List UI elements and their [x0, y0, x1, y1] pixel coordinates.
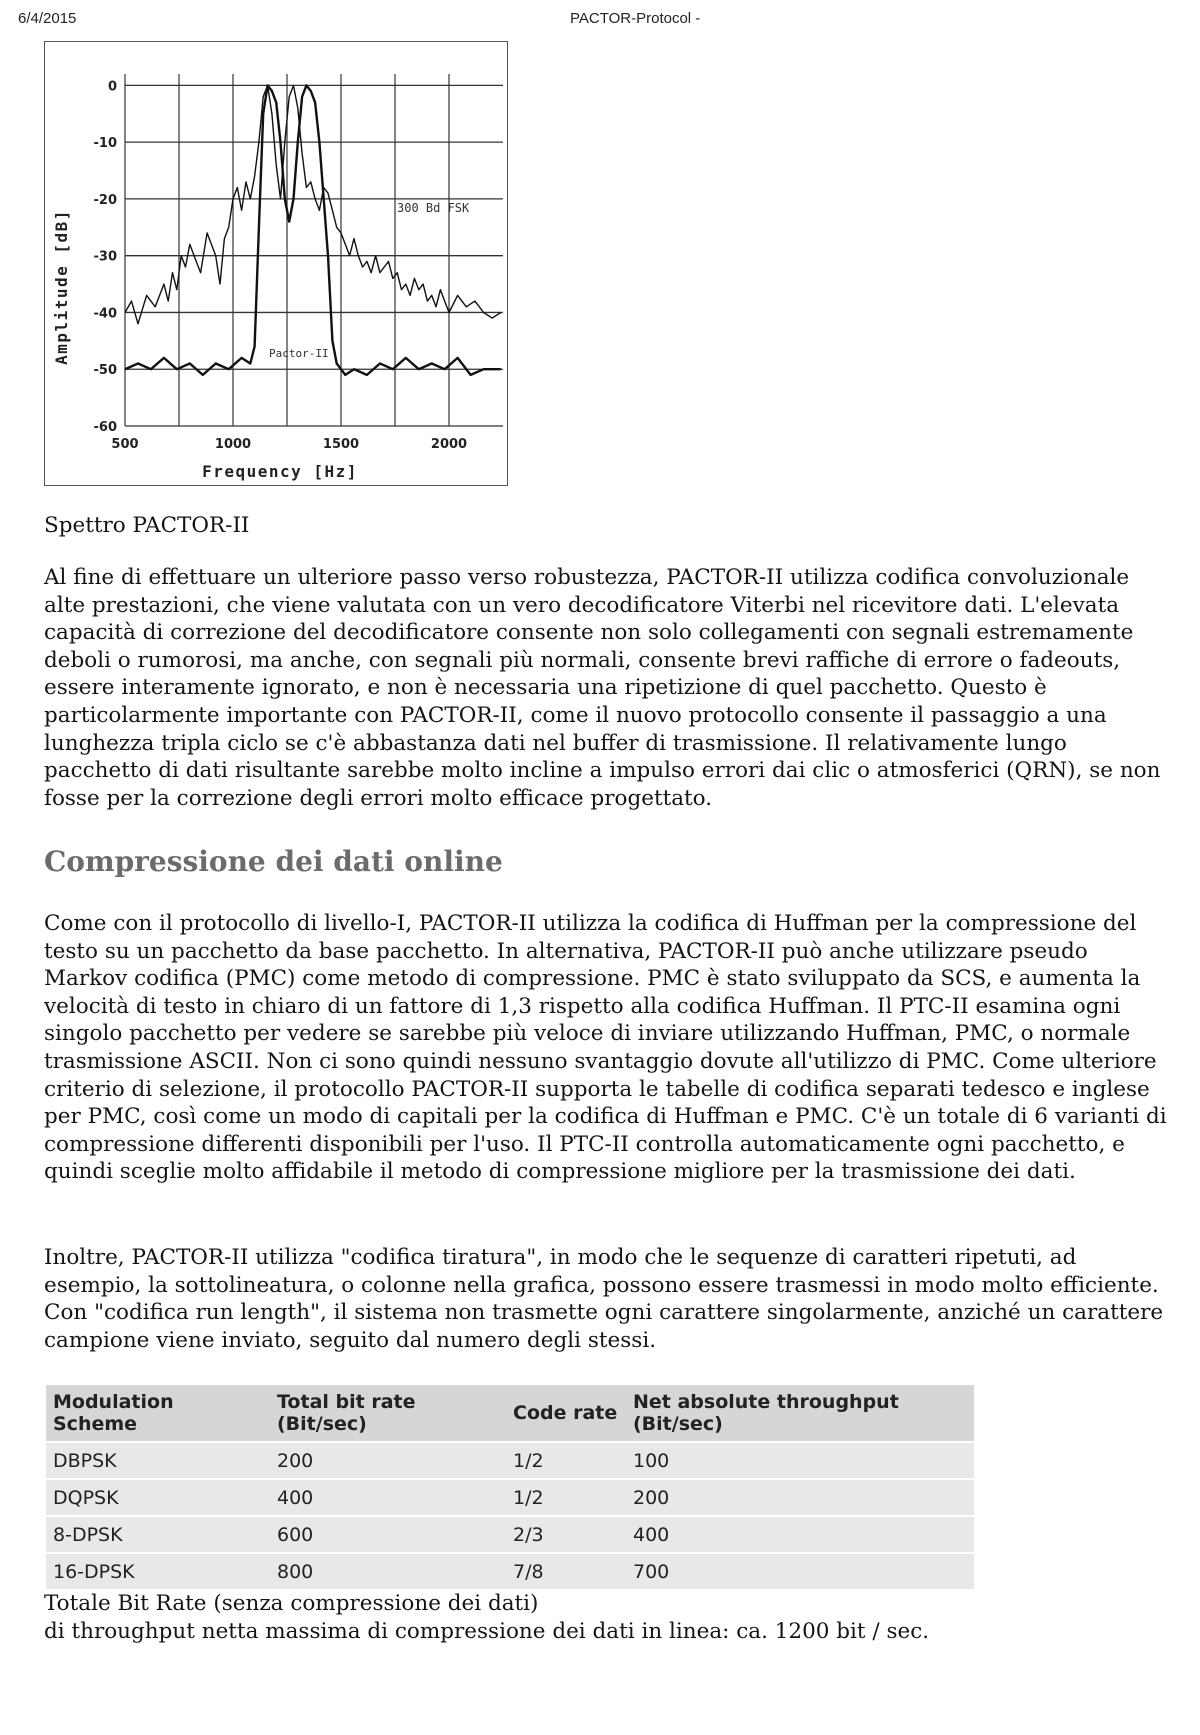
x-tick-label: 2000 [430, 437, 468, 452]
print-date: 6/4/2015 [18, 10, 77, 27]
table-cell: 2/3 [506, 1516, 626, 1553]
table-header-row [46, 1385, 974, 1442]
y-tick-labels [94, 79, 118, 435]
footer-line-throughput: di throughput netta massima di compressione dei dati in linea: ca. 1200 bit / sec. [44, 1618, 930, 1644]
y-tick-label: -60 [93, 420, 117, 435]
table-cell: 400 [270, 1479, 506, 1516]
y-tick-label: -20 [93, 192, 117, 208]
annotation-pactor-ii: Pactor-II [269, 347, 329, 360]
table-cell: 1/2 [506, 1479, 626, 1516]
spectrum-figure [44, 41, 508, 486]
table-row [46, 1553, 974, 1589]
series-line-pactor-ii [125, 85, 501, 375]
paragraph-run-length: Inoltre, PACTOR-II utilizza "codifica tiratura", in modo che le sequenze di caratteri ripetuti, ad esempio, la sottolineatura, o colonne nella grafica, possono essere trasmessi in modo molto efficiente. Con "codifica run length", il sistema non trasmette ogni carattere singolarmente, anziché un carattere campione viene inviato, seguito dal numero degli stessi. [44, 1245, 1164, 1353]
table-row [46, 1516, 974, 1553]
page-header-title: PACTOR-Protocol - [570, 10, 701, 27]
figure-caption: Spettro PACTOR-II [44, 513, 250, 538]
table-cell: 100 [626, 1442, 974, 1479]
column-header: Net absolute throughput (Bit/sec) [626, 1385, 974, 1442]
chart-grid [125, 74, 503, 426]
footer-notes [44, 1590, 1174, 1645]
column-header: Total bit rate (Bit/sec) [270, 1385, 506, 1442]
table-cell: 8-DPSK [46, 1516, 270, 1553]
table-cell: 1/2 [506, 1442, 626, 1479]
y-tick-label: 0 [107, 79, 117, 95]
y-axis-label: Amplitude [dB] [52, 209, 71, 365]
paragraph-compression: Come con il protocollo di livello-I, PACTOR-II utilizza la codifica di Huffman per la compressione del testo su un pacchetto da base pacchetto. In alternativa, PACTOR-II può anche utilizzare pseudo Markov codifica (PMC) come metodo di compressione. PMC è stato sviluppato da SCS, e aumenta la velocità di testo in chiaro di un fattore di 1,3 rispetto alla codifica Huffman. Il PTC-II esamina ogni singolo pacchetto per vedere se sarebbe più veloce di inviare utilizzando Huffman, PMC, o normale trasmissione ASCII. Non ci sono quindi nessuno svantaggio dovute all'utilizzo di PMC. Come ulteriore criterio di selezione, il protocollo PACTOR-II supporta le tabelle di codifica separati tedesco e inglese per PMC, così come un modo di capitali per la codifica di Huffman e PMC. C'è un totale di 6 varianti di compressione differenti disponibili per l'uso. Il PTC-II controlla automaticamente ogni pacchetto, e quindi sceglie molto affidabile il metodo di compressione migliore per la trasmissione dei dati. [44, 911, 1167, 1185]
section-heading: Compressione dei dati online [44, 845, 503, 878]
x-tick-label: 1500 [322, 437, 360, 452]
table-cell: 7/8 [506, 1553, 626, 1589]
table-row [46, 1442, 974, 1479]
table-cell: 600 [270, 1516, 506, 1553]
annotation-300-bd-fsk: 300 Bd FSK [397, 201, 470, 215]
y-tick-label: -50 [93, 363, 117, 379]
table-cell: 200 [270, 1442, 506, 1479]
table-cell: DQPSK [46, 1479, 270, 1516]
table-cell: 200 [626, 1479, 974, 1516]
x-tick-label: 500 [111, 437, 139, 452]
table-cell: 800 [270, 1553, 506, 1589]
column-header: Code rate [506, 1385, 626, 1442]
table-cell: 700 [626, 1553, 974, 1589]
table-cell: DBPSK [46, 1442, 270, 1479]
modulation-table [46, 1385, 974, 1589]
chart-series [125, 85, 501, 375]
x-tick-labels [111, 437, 467, 452]
y-tick-label: -30 [93, 249, 117, 265]
table-cell: 16-DPSK [46, 1553, 270, 1589]
x-tick-label: 1000 [214, 437, 252, 452]
y-tick-label: -10 [93, 136, 117, 152]
spectrum-chart [45, 42, 509, 487]
paragraph-robustness: Al fine di effettuare un ulteriore passo verso robustezza, PACTOR-II utilizza codifica convoluzionale alte prestazioni, che viene valutata con un vero decodificatore Viterbi nel ricevitore dati. L'elevata capacità di correzione del decodificatore consente non solo collegamenti con segnali estremamente deboli o rumorosi, ma anche, con segnali più normali, consente brevi raffiche di errore o fadeouts, essere interamente ignorato, e non è necessaria una ripetizione di quel pacchetto. Questo è particolarmente importante con PACTOR-II, come il nuovo protocollo consente il passaggio a una lunghezza tripla ciclo se c'è abbastanza dati nel buffer di trasmissione. Il relativamente lungo pacchetto di dati risultante sarebbe molto incline a impulso errori dai clic o atmosferici (QRN), se non fosse per la correzione degli errori molto efficace progettato. [44, 565, 1161, 811]
y-tick-label: -40 [93, 306, 117, 322]
table-cell: 400 [626, 1516, 974, 1553]
x-axis-label: Frequency [Hz] [202, 462, 358, 481]
footer-line-total-bit-rate: Totale Bit Rate (senza compressione dei dati) [44, 1591, 539, 1616]
column-header: Modulation Scheme [46, 1385, 270, 1442]
table-row [46, 1479, 974, 1516]
